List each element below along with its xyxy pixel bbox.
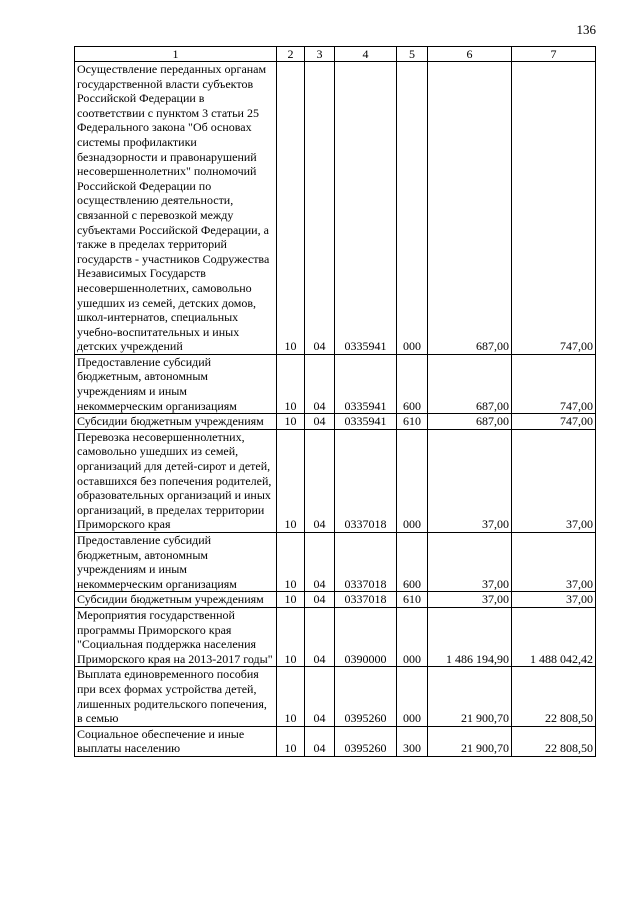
target-article-code: 0395260 [335, 667, 397, 726]
table-row [75, 726, 596, 756]
table-header-row [75, 47, 596, 62]
section-code: 10 [277, 429, 305, 532]
target-article-code: 0337018 [335, 533, 397, 592]
item-name: Мероприятия государственной программы Приморского края "Социальная поддержка населения Приморского края на 2013-2017 годы" [75, 607, 277, 666]
amount-year-2: 37,00 [512, 429, 596, 532]
expense-type-code: 000 [397, 667, 428, 726]
table-row [75, 62, 596, 355]
amount-year-1: 37,00 [428, 429, 512, 532]
column-header: 6 [428, 47, 512, 62]
item-name: Предоставление субсидий бюджетным, автономным учреждениям и иным некоммерческим организациям [75, 533, 277, 592]
expense-type-code: 610 [397, 414, 428, 430]
amount-year-2: 747,00 [512, 414, 596, 430]
amount-year-1: 37,00 [428, 533, 512, 592]
amount-year-2: 747,00 [512, 354, 596, 413]
amount-year-2: 747,00 [512, 62, 596, 355]
target-article-code: 0337018 [335, 592, 397, 608]
section-code: 10 [277, 592, 305, 608]
column-header: 4 [335, 47, 397, 62]
column-header: 5 [397, 47, 428, 62]
subsection-code: 04 [305, 607, 335, 666]
item-name: Субсидии бюджетным учреждениям [75, 414, 277, 430]
amount-year-1: 21 900,70 [428, 667, 512, 726]
target-article-code: 0337018 [335, 429, 397, 532]
section-code: 10 [277, 533, 305, 592]
expense-type-code: 600 [397, 354, 428, 413]
item-name: Осуществление переданных органам государственной власти субъектов Российской Федерации в соответствии с пунктом 3 статьи 25 Федерального закона "Об основах системы профилактики безнадзорности и правонарушений несовершеннолетних" полномочий Российской Федерации по осуществлению деятельности, связанной с перевозкой между субъектами Российской Федерации, а также в пределах территорий государств - участников Содружества Независимых Государств несовершеннолетних, самовольно ушедших из семей, детских домов, школ-интернатов, специальных учебно-воспитательных и иных детских учреждений [75, 62, 277, 355]
table-row [75, 354, 596, 413]
subsection-code: 04 [305, 667, 335, 726]
table-row [75, 667, 596, 726]
target-article-code: 0335941 [335, 414, 397, 430]
item-name: Выплата единовременного пособия при всех формах устройства детей, лишенных родительского попечения, в семью [75, 667, 277, 726]
section-code: 10 [277, 726, 305, 756]
table-row [75, 607, 596, 666]
subsection-code: 04 [305, 726, 335, 756]
subsection-code: 04 [305, 414, 335, 430]
expense-type-code: 000 [397, 429, 428, 532]
item-name: Субсидии бюджетным учреждениям [75, 592, 277, 608]
subsection-code: 04 [305, 429, 335, 532]
column-header: 7 [512, 47, 596, 62]
target-article-code: 0335941 [335, 62, 397, 355]
amount-year-2: 1 488 042,42 [512, 607, 596, 666]
expense-type-code: 610 [397, 592, 428, 608]
section-code: 10 [277, 354, 305, 413]
amount-year-2: 37,00 [512, 592, 596, 608]
amount-year-2: 37,00 [512, 533, 596, 592]
table-row [75, 429, 596, 532]
target-article-code: 0390000 [335, 607, 397, 666]
amount-year-1: 687,00 [428, 414, 512, 430]
amount-year-1: 37,00 [428, 592, 512, 608]
subsection-code: 04 [305, 354, 335, 413]
table-row [75, 592, 596, 608]
target-article-code: 0395260 [335, 726, 397, 756]
item-name: Перевозка несовершеннолетних, самовольно ушедших из семей, организаций для детей-сирот и детей, оставшихся без попечения родителей, образовательных организаций и иных организаций, в пределах территории Приморского края [75, 429, 277, 532]
table-row [75, 533, 596, 592]
budget-table [74, 46, 596, 757]
amount-year-2: 22 808,50 [512, 726, 596, 756]
expense-type-code: 000 [397, 62, 428, 355]
expense-type-code: 300 [397, 726, 428, 756]
column-header: 3 [305, 47, 335, 62]
column-header: 1 [75, 47, 277, 62]
subsection-code: 04 [305, 592, 335, 608]
table-row [75, 414, 596, 430]
expense-type-code: 600 [397, 533, 428, 592]
subsection-code: 04 [305, 62, 335, 355]
subsection-code: 04 [305, 533, 335, 592]
page-number: 136 [576, 22, 596, 37]
section-code: 10 [277, 414, 305, 430]
section-code: 10 [277, 62, 305, 355]
amount-year-2: 22 808,50 [512, 667, 596, 726]
amount-year-1: 687,00 [428, 354, 512, 413]
target-article-code: 0335941 [335, 354, 397, 413]
expense-type-code: 000 [397, 607, 428, 666]
amount-year-1: 1 486 194,90 [428, 607, 512, 666]
column-header: 2 [277, 47, 305, 62]
item-name: Предоставление субсидий бюджетным, автономным учреждениям и иным некоммерческим организациям [75, 354, 277, 413]
section-code: 10 [277, 667, 305, 726]
amount-year-1: 21 900,70 [428, 726, 512, 756]
section-code: 10 [277, 607, 305, 666]
item-name: Социальное обеспечение и иные выплаты населению [75, 726, 277, 756]
amount-year-1: 687,00 [428, 62, 512, 355]
